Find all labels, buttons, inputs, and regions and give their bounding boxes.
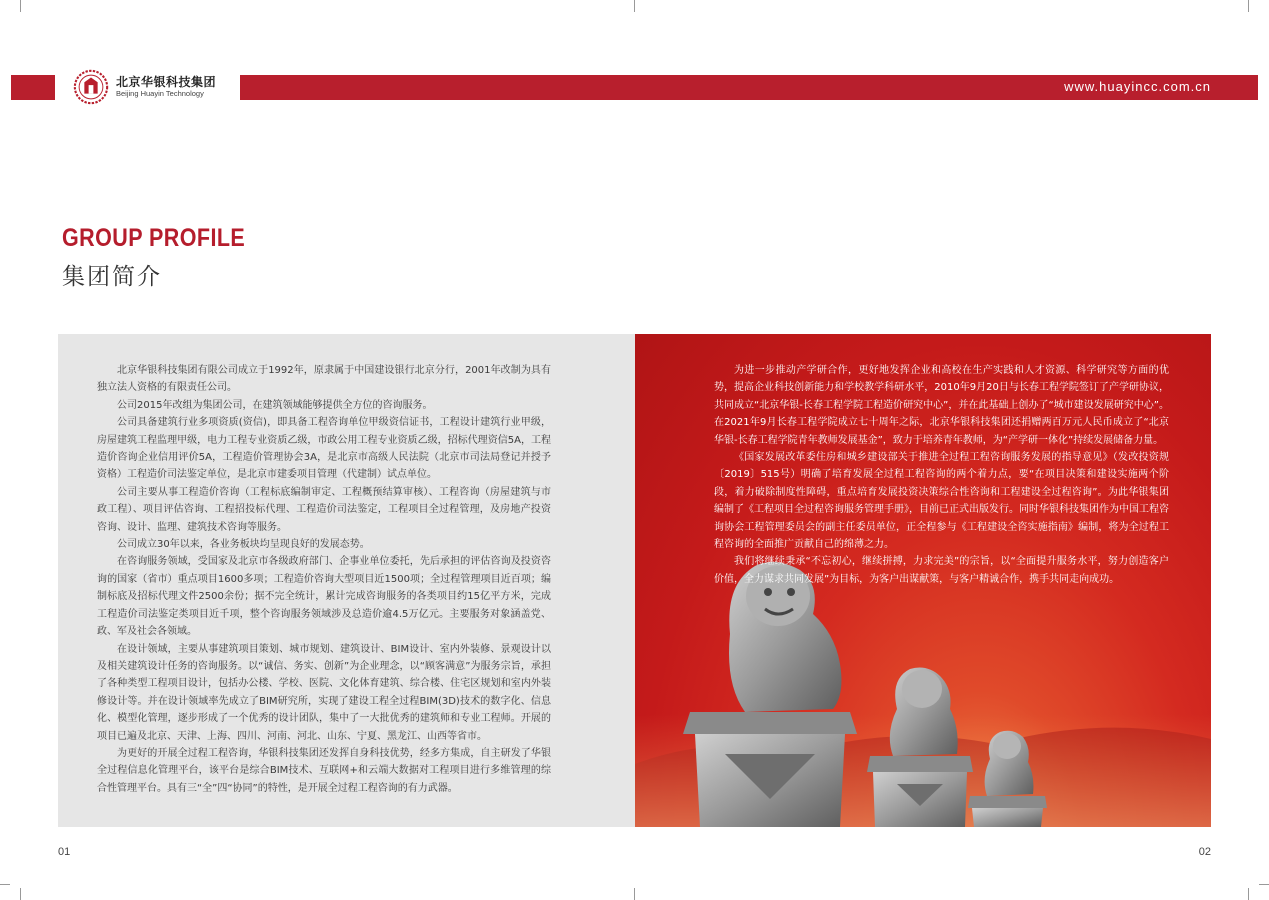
- page-number-left: 01: [58, 846, 71, 858]
- website-url: www.huayincc.com.cn: [1064, 79, 1211, 94]
- company-logo: [68, 66, 238, 108]
- crop-mark: [0, 884, 10, 885]
- body-paragraph: 在咨询服务领域，受国家及北京市各级政府部门、企事业单位委托，先后承担的评估咨询及投资咨询的国家（省市）重点项目1600多项；工程造价咨询大型项目近1500项；全过程管理项目近百项；编制标底及招标代理文件2500余份；据不完全统计，累计完成咨询服务的各类项目约15亿平方米，完成工程造价司法鉴定类项目近千项，整个咨询服务领域涉及总造价逾4.5万亿元。主要服务对象涵盖党、政、军及社会各领域。: [97, 556, 551, 638]
- crop-mark: [1248, 888, 1249, 900]
- logo-name-en: Beijing Huayin Technology: [116, 89, 204, 99]
- logo-name-cn: 北京华银科技集团: [116, 75, 217, 90]
- section-title-cn: 集团简介: [62, 264, 162, 290]
- body-paragraph: 为更好的开展全过程工程咨询，华银科技集团还发挥自身科技优势，经多方集成，自主研发了华银全过程信息化管理平台，该平台是综合BIM技术、互联网+和云端大数据对工程项目进行多维管理的综合性管理平台。具有三“全”四“协同”的特性，是开展全过程工程咨询的有力武器。: [97, 747, 551, 794]
- left-body-text: [97, 362, 551, 797]
- body-paragraph: 公司具备建筑行业多项资质(资信)，即具备工程咨询单位甲级资信证书，工程设计建筑行业甲级，房屋建筑工程监理甲级，电力工程专业资质乙级，市政公用工程专业资质乙级，招标代理资信5A，工程造价咨询企业信用评价5A，工程造价管理协会3A，是北京市高级人民法院（北京市司法局登记并授予资格）工程造价司法鉴定单位，是北京市建委项目管理（代建制）试点单位。: [97, 417, 551, 481]
- page-number-right: 02: [1198, 846, 1211, 858]
- body-paragraph: 为进一步推动产学研合作，更好地发挥企业和高校在生产实践和人才资源、科学研究等方面的优势，提高企业科技创新能力和学校教学科研水平，2010年9月20日与长春工程学院签订了产学研协议，共同成立“北京华银-长春工程学院工程造价研究中心”，并在此基础上创办了“城市建设发展研究中心”。在2021年9月长春工程学院成立七十周年之际，北京华银科技集团还捐赠两百万元人民币成立了“北京华银-长春工程学院青年教师发展基金”，致力于培养青年教师，为“产学研一体化”持续发展储备力量。: [714, 365, 1169, 446]
- body-paragraph: 公司主要从事工程造价咨询（工程标底编制审定、工程概预结算审核）、工程咨询（房屋建筑与市政工程）、项目评估咨询、工程招投标代理、工程造价司法鉴定，工程项目全过程管理，及房地产投资咨询、设计、监理、建筑技术咨询等服务。: [97, 486, 551, 533]
- body-paragraph: 公司成立30年以来，各业务板块均呈现良好的发展态势。: [117, 539, 370, 551]
- crop-mark: [1259, 884, 1269, 885]
- crop-mark: [634, 888, 635, 900]
- crop-mark: [20, 0, 21, 12]
- section-title-en: GROUP PROFILE: [62, 224, 246, 252]
- crop-mark: [1248, 0, 1249, 12]
- crop-mark: [634, 0, 635, 12]
- logo-emblem-icon: [72, 68, 110, 106]
- body-paragraph: 在设计领域，主要从事建筑项目策划、城市规划、建筑设计、BIM设计、室内外装修、景观设计以及相关建筑设计任务的咨询服务。以“诚信、务实、创新”为企业理念，以“顾客满意”为服务宗旨，承担了各种类型工程项目设计，包括办公楼、学校、医院、文化体育建筑、综合楼、住宅区规划和室内外装修设计等。并在设计领域率先成立了BIM研究所，实现了建设工程全过程BIM(3D)技术的数字化、信息化、模型化管理，逐步形成了一个优秀的设计团队，集中了一大批优秀的建筑师和专业工程师。开展的项目已遍及北京、天津、上海、四川、河南、河北、山东、宁夏、黑龙江、山西等省市。: [97, 643, 551, 742]
- body-paragraph: 北京华银科技集团有限公司成立于1992年，原隶属于中国建设银行北京分行，2001年改制为具有独立法人资格的有限责任公司。: [97, 365, 551, 394]
- right-body-text: [714, 362, 1169, 588]
- body-paragraph: 我们将继续秉承“不忘初心，继续拼搏，力求完美”的宗旨，以“全面提升服务水平，努力创造客户价值，全力谋求共同发展”为目标，为客户出谋献策，与客户精诚合作，携手共同走向成功。: [714, 556, 1169, 585]
- header-band-left: [11, 75, 55, 100]
- body-paragraph: 《国家发展改革委住房和城乡建设部关于推进全过程工程咨询服务发展的指导意见》（发改投资规〔2019〕515号）明确了培育发展全过程工程咨询的两个着力点，要“在项目决策和建设实施两个阶段，着力破除制度性障碍，重点培育发展投资决策综合性咨询和工程建设全过程咨询”。为此华银集团编制了《工程项目全过程咨询服务管理手册》，目前已正式出版发行。同时华银科技集团作为中国工程咨询协会工程管理委员会的副主任委员单位，正全程参与《工程建设全咨实施指南》编制，将为全过程工程咨询的全面推广贡献自己的绵薄之力。: [714, 452, 1169, 551]
- body-paragraph: 公司2015年改组为集团公司，在建筑领域能够提供全方位的咨询服务。: [117, 399, 433, 411]
- crop-mark: [20, 888, 21, 900]
